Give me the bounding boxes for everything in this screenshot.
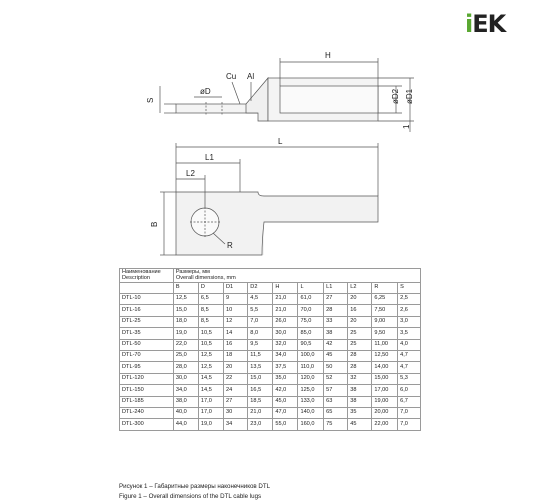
row-value: 19,0 — [198, 419, 223, 430]
row-value: 20 — [224, 362, 248, 373]
row-value: 27 — [224, 396, 248, 407]
row-value: 35,0 — [273, 373, 298, 384]
header-dimensions-ru: Размеры, мм — [175, 269, 210, 275]
row-value: 12,5 — [198, 350, 223, 361]
row-value: 63 — [324, 396, 348, 407]
row-value: 32 — [348, 373, 372, 384]
row-value: 5,5 — [248, 305, 273, 316]
row-value: 8,5 — [198, 305, 223, 316]
row-value: 45 — [348, 419, 372, 430]
row-value: 7,0 — [398, 407, 421, 418]
row-value: 22,0 — [173, 339, 198, 350]
row-value: 38 — [348, 385, 372, 396]
header-description-ru: Наименование — [122, 269, 161, 275]
column-blank — [120, 283, 174, 294]
row-value: 40,0 — [173, 407, 198, 418]
caption-en: Figure 1 – Overall dimensions of the DTL cable lugs — [119, 493, 262, 500]
row-value: 17,0 — [198, 396, 223, 407]
row-value: 12 — [224, 316, 248, 327]
row-value: 38 — [324, 328, 348, 339]
row-value: 34,0 — [273, 350, 298, 361]
row-value: 6,5 — [198, 294, 223, 305]
row-value: 18 — [224, 350, 248, 361]
row-value: 38 — [348, 396, 372, 407]
row-value: 14,00 — [372, 362, 398, 373]
row-value: 25 — [348, 339, 372, 350]
row-value: 34,0 — [173, 385, 198, 396]
barrel-bore — [280, 86, 378, 113]
dim-label-al: Al — [247, 72, 255, 81]
row-value: 26,0 — [273, 316, 298, 327]
row-value: 7,0 — [398, 419, 421, 430]
table-header-row — [120, 269, 421, 283]
table-row — [120, 294, 421, 305]
table-row — [120, 419, 421, 430]
row-value: 9,50 — [372, 328, 398, 339]
row-value: 27 — [324, 294, 348, 305]
row-value: 9 — [224, 294, 248, 305]
column-l1: L1 — [324, 283, 348, 294]
row-value: 52 — [324, 373, 348, 384]
row-value: 61,0 — [298, 294, 324, 305]
row-model: DTL-150 — [120, 385, 174, 396]
row-value: 30 — [224, 407, 248, 418]
header-description-en: Description — [122, 274, 150, 281]
row-value: 44,0 — [173, 419, 198, 430]
row-value: 14,5 — [198, 373, 223, 384]
dim-label-d2: øD2 — [391, 88, 400, 104]
table-row — [120, 373, 421, 384]
row-value: 75 — [324, 419, 348, 430]
dim-label-d1: øD1 — [405, 88, 414, 104]
column-s: S — [398, 283, 421, 294]
table-row — [120, 350, 421, 361]
row-value: 15,0 — [248, 373, 273, 384]
row-value: 19,00 — [372, 396, 398, 407]
row-value: 17,0 — [198, 407, 223, 418]
dim-label-l1: L1 — [205, 153, 214, 162]
top-view — [160, 143, 378, 255]
row-value: 65 — [324, 407, 348, 418]
row-value: 90,5 — [298, 339, 324, 350]
row-value: 20 — [348, 316, 372, 327]
row-value: 120,0 — [298, 373, 324, 384]
dim-label-l: L — [278, 137, 283, 146]
row-value: 45 — [324, 350, 348, 361]
dim-label-d: øD — [200, 87, 211, 96]
dim-label-1: 1 — [402, 124, 411, 129]
row-model: DTL-120 — [120, 373, 174, 384]
dim-label-cu: Cu — [226, 72, 237, 81]
row-value: 4,7 — [398, 362, 421, 373]
table-row — [120, 316, 421, 327]
row-value: 5,3 — [398, 373, 421, 384]
row-value: 15,00 — [372, 373, 398, 384]
column-b: B — [173, 283, 198, 294]
row-value: 21,0 — [273, 294, 298, 305]
row-model: DTL-50 — [120, 339, 174, 350]
row-value: 28 — [324, 305, 348, 316]
column-l2: L2 — [348, 283, 372, 294]
row-value: 125,0 — [298, 385, 324, 396]
row-value: 16 — [348, 305, 372, 316]
row-value: 25,0 — [173, 350, 198, 361]
row-value: 4,5 — [248, 294, 273, 305]
row-value: 30,0 — [273, 328, 298, 339]
row-value: 47,0 — [273, 407, 298, 418]
row-model: DTL-185 — [120, 396, 174, 407]
row-value: 42,0 — [273, 385, 298, 396]
row-value: 8,0 — [248, 328, 273, 339]
row-value: 15,0 — [173, 305, 198, 316]
row-value: 32,0 — [273, 339, 298, 350]
row-value: 11,00 — [372, 339, 398, 350]
column-d: D — [198, 283, 223, 294]
dim-label-b: B — [150, 221, 159, 227]
caption-ru: Рисунок 1 – Габаритные размеры наконечников DTL — [119, 483, 271, 490]
row-model: DTL-10 — [120, 294, 174, 305]
row-model: DTL-300 — [120, 419, 174, 430]
row-value: 22,00 — [372, 419, 398, 430]
row-value: 23,0 — [248, 419, 273, 430]
row-value: 18,0 — [173, 316, 198, 327]
row-value: 11,5 — [248, 350, 273, 361]
row-value: 18,5 — [248, 396, 273, 407]
header-dimensions-en: Overall dimensions, mm — [175, 274, 236, 281]
header-dimensions — [173, 269, 420, 283]
row-value: 37,5 — [273, 362, 298, 373]
column-d2: D2 — [248, 283, 273, 294]
row-value: 21,0 — [273, 305, 298, 316]
dimensions-table — [119, 268, 421, 431]
header-description — [120, 269, 174, 283]
dim-label-l2: L2 — [186, 169, 195, 178]
row-value: 70,0 — [298, 305, 324, 316]
row-value: 2,6 — [398, 305, 421, 316]
table-row — [120, 305, 421, 316]
row-value: 22 — [224, 373, 248, 384]
row-model: DTL-16 — [120, 305, 174, 316]
row-value: 45,0 — [273, 396, 298, 407]
row-value: 160,0 — [298, 419, 324, 430]
row-model: DTL-95 — [120, 362, 174, 373]
row-value: 30,0 — [173, 373, 198, 384]
column-l: L — [298, 283, 324, 294]
logo-letter-i: i — [465, 10, 473, 38]
row-value: 28,0 — [173, 362, 198, 373]
row-value: 24 — [224, 385, 248, 396]
row-value: 4,0 — [398, 339, 421, 350]
table-row — [120, 339, 421, 350]
row-value: 12,5 — [173, 294, 198, 305]
row-value: 6,0 — [398, 385, 421, 396]
row-value: 85,0 — [298, 328, 324, 339]
row-value: 6,7 — [398, 396, 421, 407]
dim-label-h: H — [325, 51, 331, 60]
column-d1: D1 — [224, 283, 248, 294]
row-value: 140,0 — [298, 407, 324, 418]
row-value: 21,0 — [248, 407, 273, 418]
row-value: 35 — [348, 407, 372, 418]
table-row — [120, 407, 421, 418]
table-column-row — [120, 283, 421, 294]
table-row — [120, 396, 421, 407]
row-value: 28 — [348, 362, 372, 373]
row-value: 10 — [224, 305, 248, 316]
dim-label-s: S — [146, 97, 155, 103]
row-value: 12,5 — [198, 362, 223, 373]
row-value: 3,5 — [398, 328, 421, 339]
logo-letters-ek: EK — [472, 10, 506, 38]
row-model: DTL-35 — [120, 328, 174, 339]
row-value: 110,0 — [298, 362, 324, 373]
row-value: 2,5 — [398, 294, 421, 305]
side-view — [160, 58, 414, 132]
row-model: DTL-70 — [120, 350, 174, 361]
row-value: 55,0 — [273, 419, 298, 430]
row-value: 57 — [324, 385, 348, 396]
row-value: 25 — [348, 328, 372, 339]
column-h: H — [273, 283, 298, 294]
row-value: 28 — [348, 350, 372, 361]
row-value: 10,5 — [198, 339, 223, 350]
row-value: 100,0 — [298, 350, 324, 361]
row-value: 20 — [348, 294, 372, 305]
row-value: 34 — [224, 419, 248, 430]
lug-transition — [246, 78, 268, 121]
row-value: 75,0 — [298, 316, 324, 327]
row-value: 33 — [324, 316, 348, 327]
row-value: 10,5 — [198, 328, 223, 339]
row-value: 20,00 — [372, 407, 398, 418]
column-r: R — [372, 283, 398, 294]
row-value: 16,5 — [248, 385, 273, 396]
row-value: 7,50 — [372, 305, 398, 316]
row-value: 8,5 — [198, 316, 223, 327]
row-value: 6,25 — [372, 294, 398, 305]
row-value: 17,00 — [372, 385, 398, 396]
row-model: DTL-240 — [120, 407, 174, 418]
row-value: 12,50 — [372, 350, 398, 361]
row-value: 4,7 — [398, 350, 421, 361]
row-value: 14,5 — [198, 385, 223, 396]
row-value: 14 — [224, 328, 248, 339]
row-value: 38,0 — [173, 396, 198, 407]
row-value: 9,00 — [372, 316, 398, 327]
table-row — [120, 385, 421, 396]
dim-label-r: R — [227, 241, 233, 250]
row-value: 13,5 — [248, 362, 273, 373]
row-value: 19,0 — [173, 328, 198, 339]
row-value: 3,0 — [398, 316, 421, 327]
row-value: 16 — [224, 339, 248, 350]
table-row — [120, 328, 421, 339]
row-value: 9,5 — [248, 339, 273, 350]
row-value: 133,0 — [298, 396, 324, 407]
row-value: 50 — [324, 362, 348, 373]
row-value: 42 — [324, 339, 348, 350]
row-value: 7,0 — [248, 316, 273, 327]
table-row — [120, 362, 421, 373]
row-model: DTL-25 — [120, 316, 174, 327]
